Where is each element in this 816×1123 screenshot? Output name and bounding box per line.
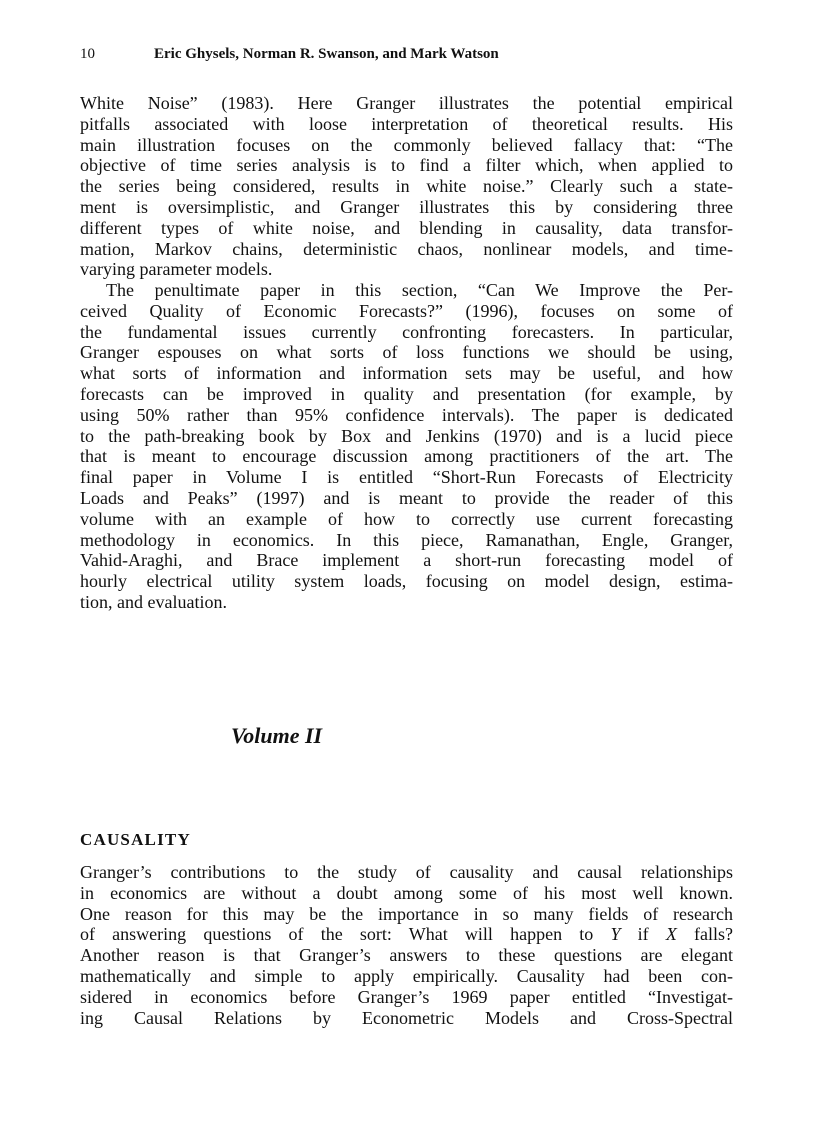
text-line: varying parameter models.	[80, 259, 273, 280]
page	[80, 0, 733, 1123]
text-line: White Noise” (1983). Here Granger illustrates the potential empirical	[80, 93, 733, 113]
text-fragment: of answering questions of the sort: What will happen to	[80, 924, 611, 945]
text-line: main illustration focuses on the commonly believed fallacy that: “The	[80, 134, 733, 155]
text-line: different types of white noise, and blending in causality, data transfor-	[80, 217, 733, 238]
text-line: to the path-breaking book by Box and Jenkins (1970) and is a lucid piece	[80, 425, 733, 446]
math-variable-y: Y	[610, 924, 621, 945]
volume-heading: Volume II	[231, 723, 323, 748]
text-line: using 50% rather than 95% confidence intervals). The paper is dedicated	[80, 404, 733, 425]
text-line: forecasts can be improved in quality and presentation (for example, by	[80, 383, 733, 404]
text-line: Loads and Peaks” (1997) and is meant to provide the reader of this	[80, 487, 733, 508]
text-line: mation, Markov chains, deterministic chaos, nonlinear models, and time-	[80, 238, 733, 259]
text-line: the fundamental issues currently confronting forecasters. In particular,	[80, 321, 733, 342]
text-line: in economics are without a doubt among some of his most well known.	[80, 882, 733, 903]
text-line: final paper in Volume I is entitled “Short-Run Forecasts of Electricity	[80, 467, 733, 488]
text-line: mathematically and simple to apply empirically. Causality had been con-	[80, 965, 733, 986]
text-fragment: if	[620, 924, 666, 945]
text-line	[80, 924, 733, 945]
text-line: the series being considered, results in white noise.” Clearly such a state-	[80, 176, 733, 197]
text-line: hourly electrical utility system loads, focusing on model design, estima-	[80, 571, 733, 592]
text-line: ment is oversimplistic, and Granger illustrates this by considering three	[80, 196, 733, 217]
text-line: methodology in economics. In this piece, Ramanathan, Engle, Granger,	[80, 529, 733, 550]
text-line: tion, and evaluation.	[80, 591, 227, 612]
text-line: ing Causal Relations by Econometric Models and Cross-Spectral	[80, 1007, 733, 1028]
text-line: pitfalls associated with loose interpretation of theoretical results. His	[80, 113, 733, 134]
running-head	[80, 44, 733, 64]
text-line: sidered in economics before Granger’s 1969 paper entitled “Investigat-	[80, 986, 733, 1007]
text-line: that is meant to encourage discussion among practitioners of the art. The	[80, 446, 733, 467]
body-paragraph-3	[80, 862, 733, 1028]
text-line: Another reason is that Granger’s answers to these questions are elegant	[80, 945, 733, 966]
text-line: Granger espouses on what sorts of loss functions we should be using,	[80, 342, 733, 363]
text-line: what sorts of information and information sets may be useful, and how	[80, 363, 733, 384]
text-fragment: falls?	[676, 924, 734, 945]
section-heading: CAUSALITY	[80, 830, 191, 849]
text-line: Vahid-Araghi, and Brace implement a short-run forecasting model of	[80, 550, 733, 571]
text-line: Granger’s contributions to the study of causality and causal relationships	[80, 862, 733, 882]
running-head-authors: Eric Ghysels, Norman R. Swanson, and Mark Watson	[154, 46, 499, 62]
text-line: One reason for this may be the importance in so many fields of research	[80, 903, 733, 924]
text-line: ceived Quality of Economic Forecasts?” (1996), focuses on some of	[80, 300, 733, 321]
body-paragraph-1	[80, 93, 733, 280]
page-number: 10	[80, 46, 95, 62]
body-paragraph-2	[80, 280, 733, 613]
math-variable-x: X	[665, 924, 677, 945]
text-line: The penultimate paper in this section, “Can We Improve the Per-	[106, 280, 733, 300]
text-line: volume with an example of how to correctly use current forecasting	[80, 508, 733, 529]
text-line: objective of time series analysis is to find a filter which, when applied to	[80, 155, 733, 176]
